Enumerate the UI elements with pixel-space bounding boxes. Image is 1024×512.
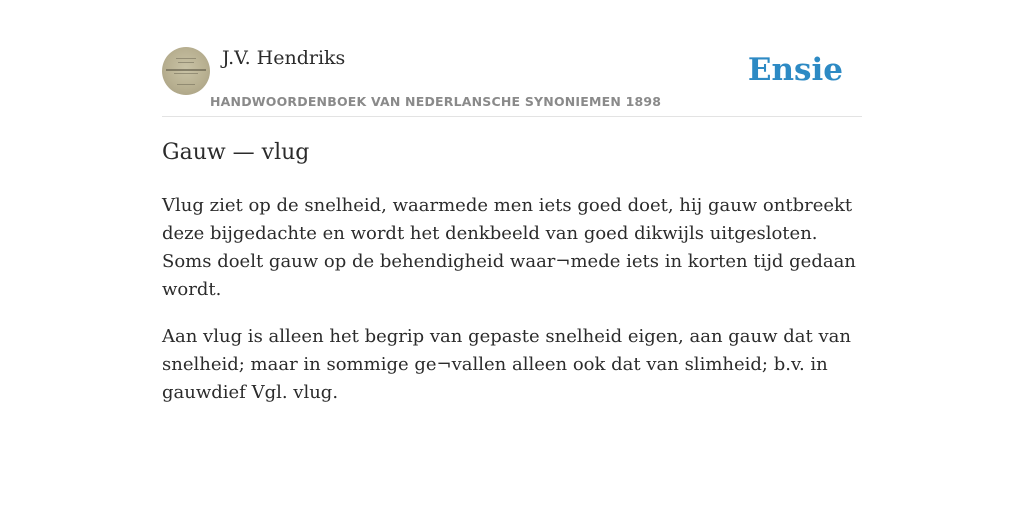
ensie-logo[interactable]: Ensie bbox=[747, 52, 843, 88]
source-avatar-icon[interactable] bbox=[162, 47, 210, 95]
header bbox=[162, 44, 862, 117]
entry-title: Gauw — vlug bbox=[162, 140, 310, 165]
source-title[interactable]: HANDWOORDENBOEK VAN NEDERLANSCHE SYNONIEMEN 1898 bbox=[210, 94, 662, 109]
author-name[interactable]: J.V. Hendriks bbox=[222, 47, 346, 69]
entry-paragraph: Vlug ziet op de snelheid, waarmede men iets goed doet, hij gauw ontbreekt deze bijgedachte en wordt het denkbeeld van goed dikwijls uitgesloten. Soms doelt gauw op de behendigheid waar¬mede iets in korten tijd gedaan wordt. bbox=[162, 195, 856, 300]
entry-paragraph: Aan vlug is alleen het begrip van gepaste snelheid eigen, aan gauw dat van snelheid; maar in sommige ge¬vallen alleen ook dat van slimheid; b.v. in gauwdief Vgl. vlug. bbox=[162, 326, 851, 403]
entry-body bbox=[162, 192, 862, 426]
